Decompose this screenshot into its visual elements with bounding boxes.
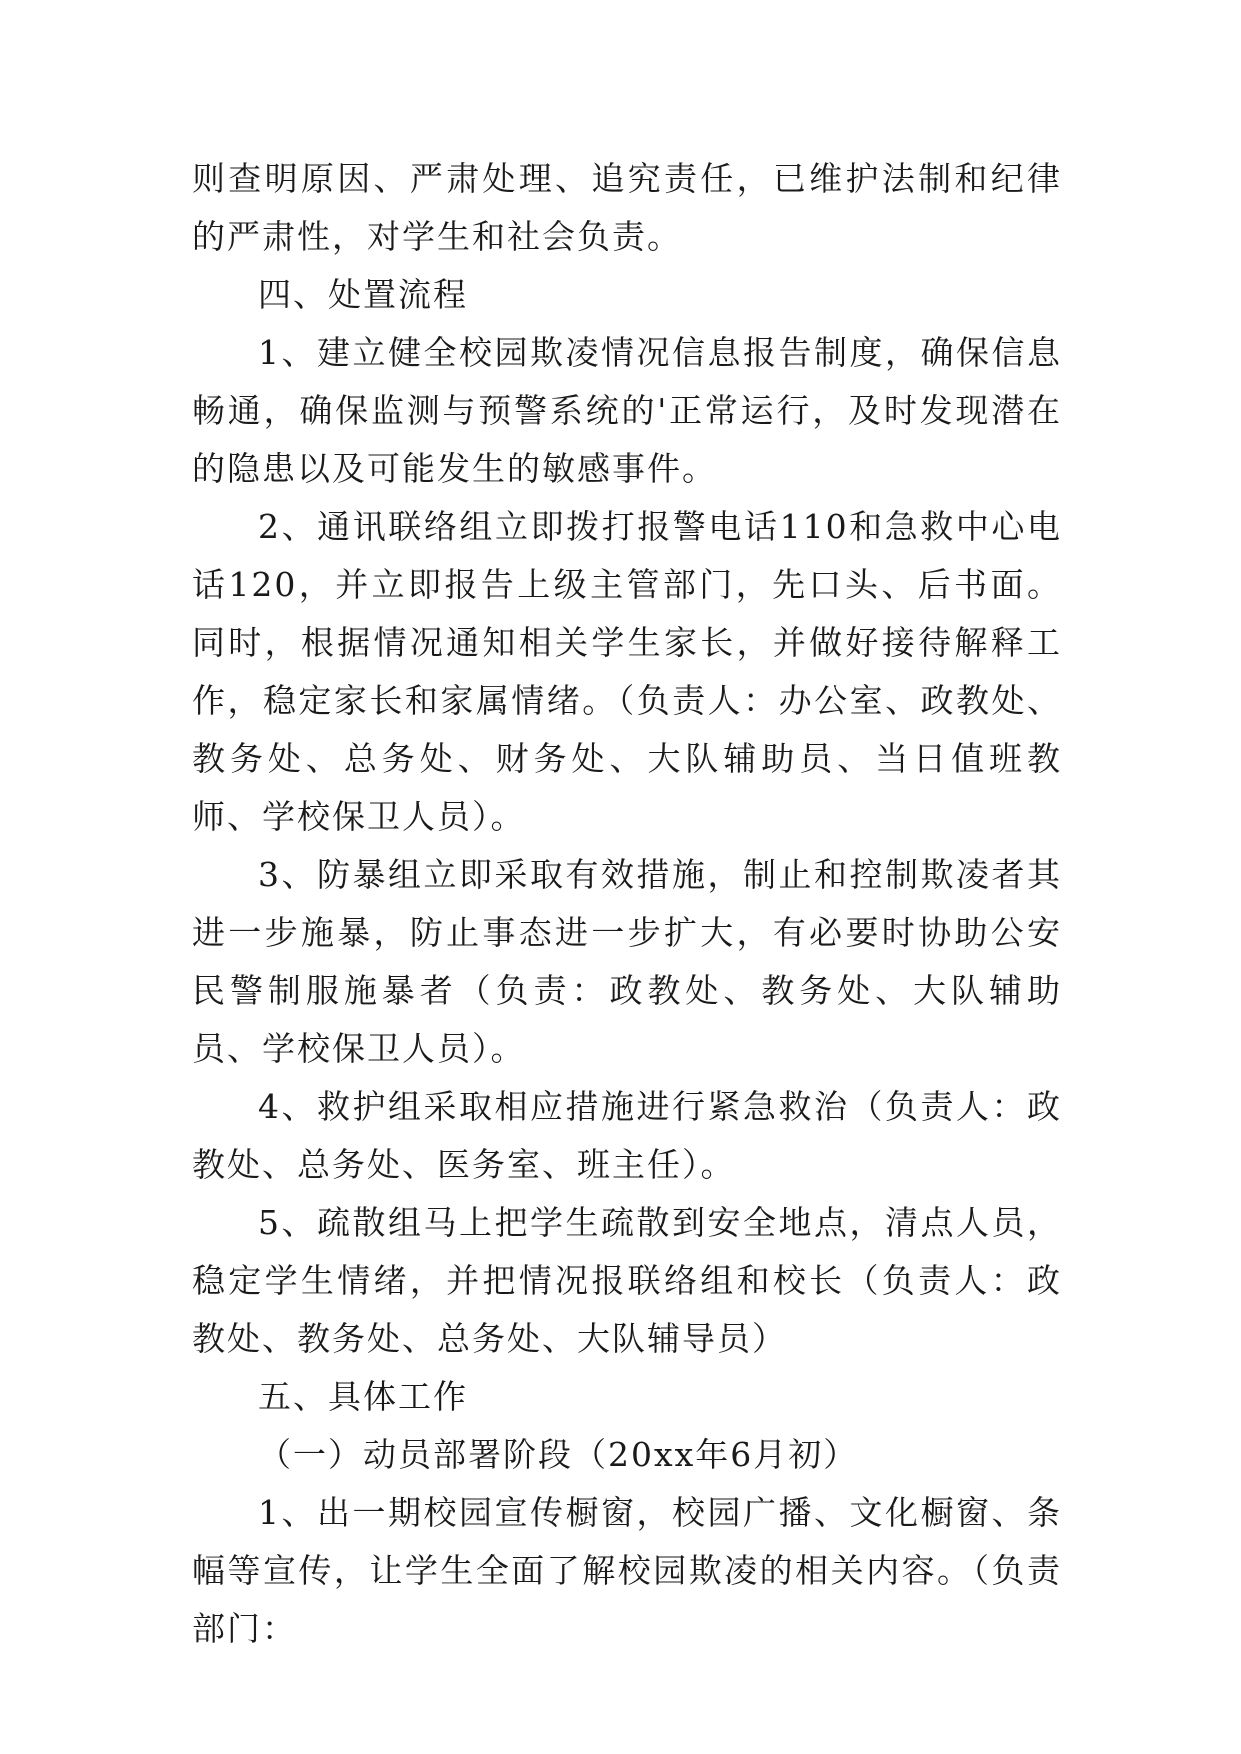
paragraph-item-2: 2、通讯联络组立即拨打报警电话110和急救中心电话120，并立即报告上级主管部门，先口头、后书面。同时，根据情况通知相关学生家长，并做好接待解释工作，稳定家长和家属情绪。（负责人：办公室、政教处、教务处、总务处、财务处、大队辅助员、当日值班教师、学校保卫人员）。 [192, 507, 1062, 836]
paragraph-item-1: 1、建立健全校园欺凌情况信息报告制度，确保信息畅通，确保监测与预警系统的'正常运行，及时发现潜在的隐患以及可能发生的敏感事件。 [192, 333, 1062, 488]
sub-heading-mobilization-stage: （一）动员部署阶段（20xx年6月初） [258, 1435, 859, 1474]
document-body [192, 150, 1062, 1658]
paragraph-work-item-1: 1、出一期校园宣传橱窗，校园广播、文化橱窗、条幅等宣传，让学生全面了解校园欺凌的相关内容。（负责部门： [192, 1493, 1062, 1648]
paragraph-item-5: 5、疏散组马上把学生疏散到安全地点，清点人员，稳定学生情绪，并把情况报联络组和校长（负责人：政教处、教务处、总务处、大队辅导员） [192, 1203, 1062, 1358]
section-heading-disposal-process: 四、处置流程 [258, 275, 468, 314]
paragraph-item-4: 4、救护组采取相应措施进行紧急救治（负责人：政教处、总务处、医务室、班主任）。 [192, 1087, 1062, 1184]
section-heading-specific-work: 五、具体工作 [258, 1377, 468, 1416]
paragraph-continuation: 则查明原因、严肃处理、追究责任，已维护法制和纪律的严肃性，对学生和社会负责。 [192, 159, 1062, 256]
paragraph-item-3: 3、防暴组立即采取有效措施，制止和控制欺凌者其进一步施暴，防止事态进一步扩大，有必要时协助公安民警制服施暴者（负责：政教处、教务处、大队辅助员、学校保卫人员）。 [192, 855, 1062, 1068]
